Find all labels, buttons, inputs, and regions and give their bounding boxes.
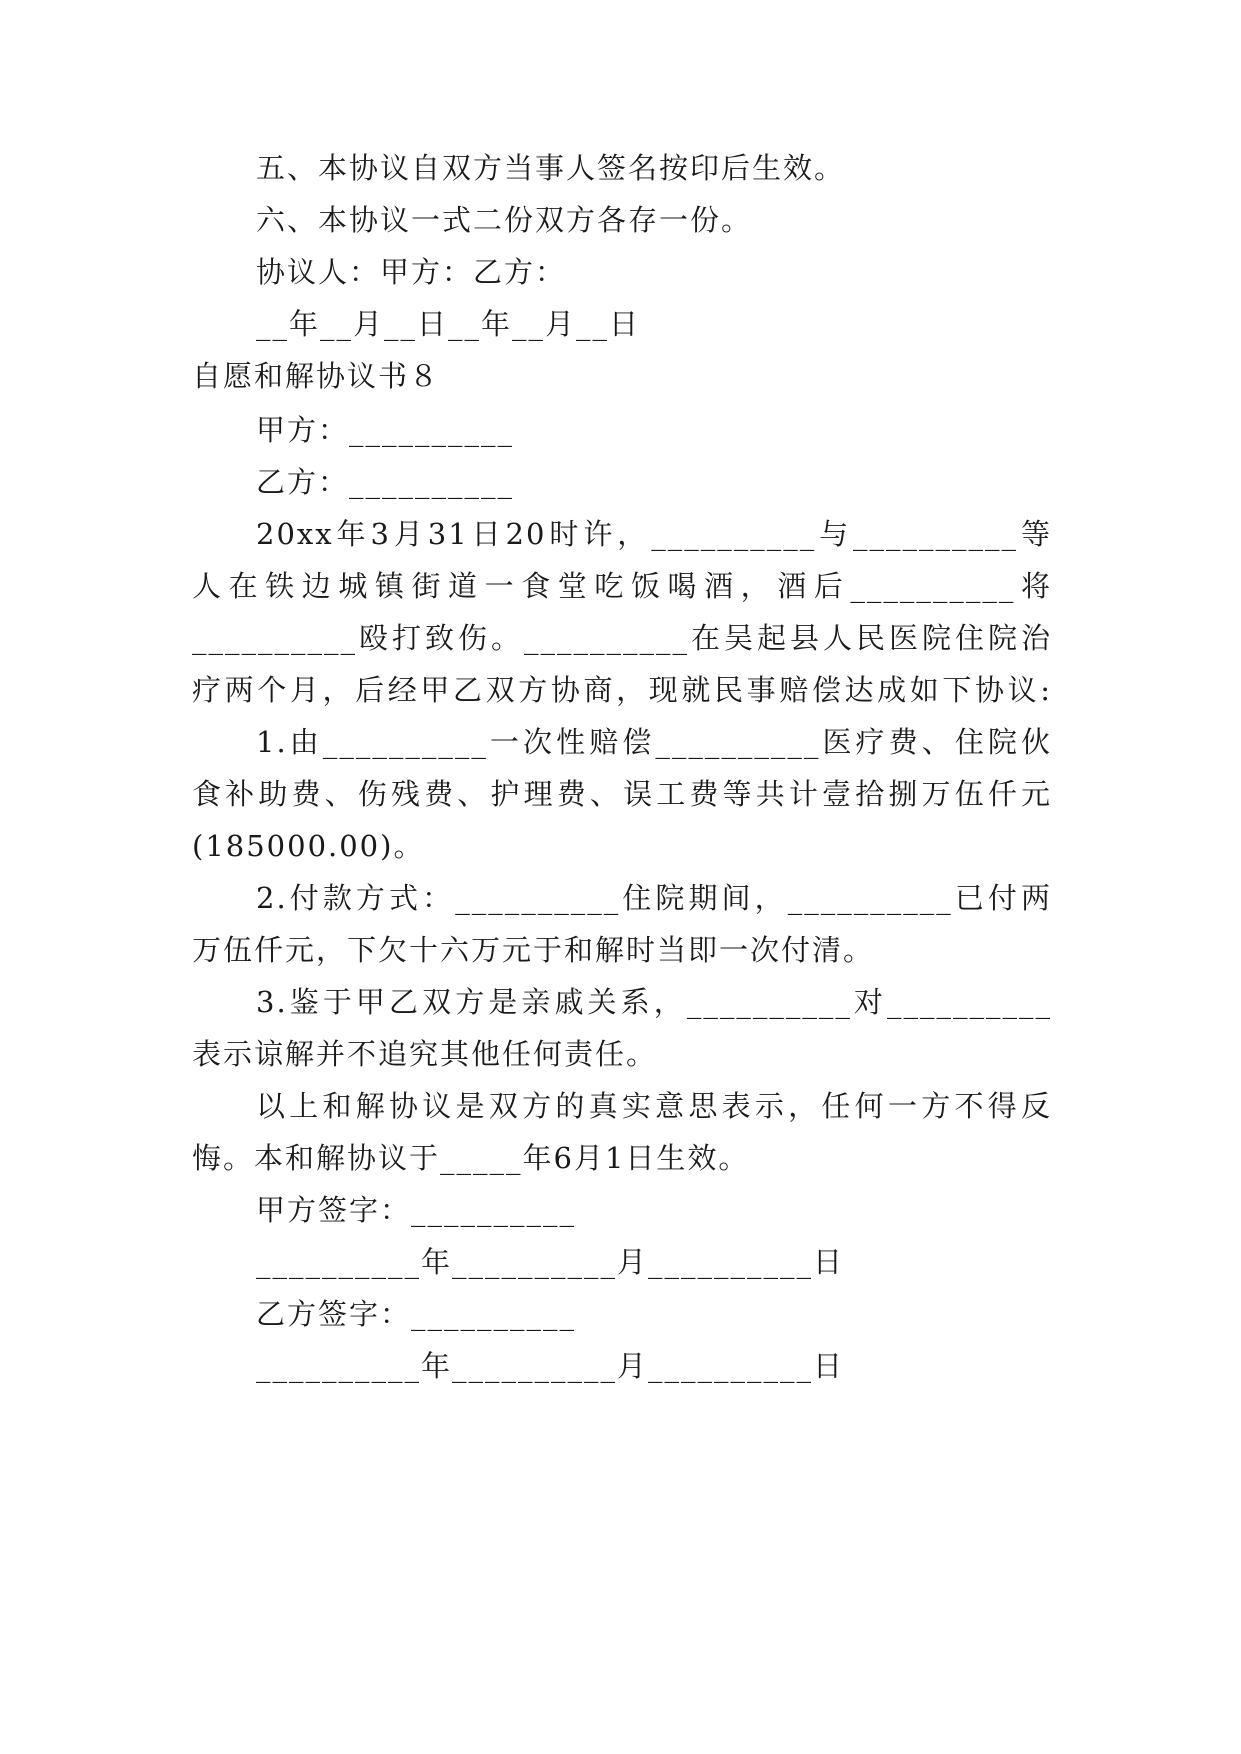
party-a-date: __________年__________月__________日	[256, 1245, 845, 1279]
date-line: __年__月__日__年__月__日	[256, 307, 641, 341]
party-a-line: 甲方：__________	[256, 413, 515, 447]
parties-line: 协议人：甲方：乙方：	[256, 255, 567, 289]
paragraph-line: 以上和解协议是双方的真实意思表示，任何一方不得反	[256, 1089, 1052, 1123]
party-b-date: __________年__________月__________日	[256, 1349, 845, 1383]
paragraph-line: __________殴打致伤。__________在吴起县人民医院住院治	[192, 621, 1052, 655]
paragraph-line: 表示谅解并不追究其他任何责任。	[192, 1037, 658, 1071]
paragraph-line: 万伍仟元，下欠十六万元于和解时当即一次付清。	[192, 933, 875, 967]
paragraph-line: 人在铁边城镇街道一食堂吃饭喝酒，酒后__________将	[192, 569, 1052, 603]
party-a-signature: 甲方签字：__________	[256, 1193, 577, 1227]
paragraph-line: (185000.00)。	[192, 829, 425, 863]
paragraph-line: 2.付款方式：__________住院期间，__________已付两	[256, 881, 1052, 915]
party-b-signature: 乙方签字：__________	[256, 1297, 577, 1331]
clause-six: 六、本协议一式二份双方各存一份。	[256, 203, 753, 237]
paragraph-line: 疗两个月，后经甲乙双方协商，现就民事赔偿达成如下协议:	[192, 673, 1052, 707]
paragraph-line: 食补助费、伤残费、护理费、误工费等共计壹拾捌万伍仟元	[192, 777, 1052, 811]
paragraph-line: 悔。本和解协议于_____年6月1日生效。	[192, 1141, 750, 1175]
party-b-line: 乙方：__________	[256, 465, 515, 499]
paragraph-line: 20xx年3月31日20时许，__________与__________等	[256, 517, 1052, 551]
section-title: 自愿和解协议书８	[192, 359, 441, 393]
clause-five: 五、本协议自双方当事人签名按印后生效。	[256, 151, 846, 185]
paragraph-line: 1.由__________一次性赔偿__________医疗费、住院伙	[256, 725, 1052, 759]
paragraph-line: 3.鉴于甲乙双方是亲戚关系，__________对__________	[256, 985, 1052, 1019]
